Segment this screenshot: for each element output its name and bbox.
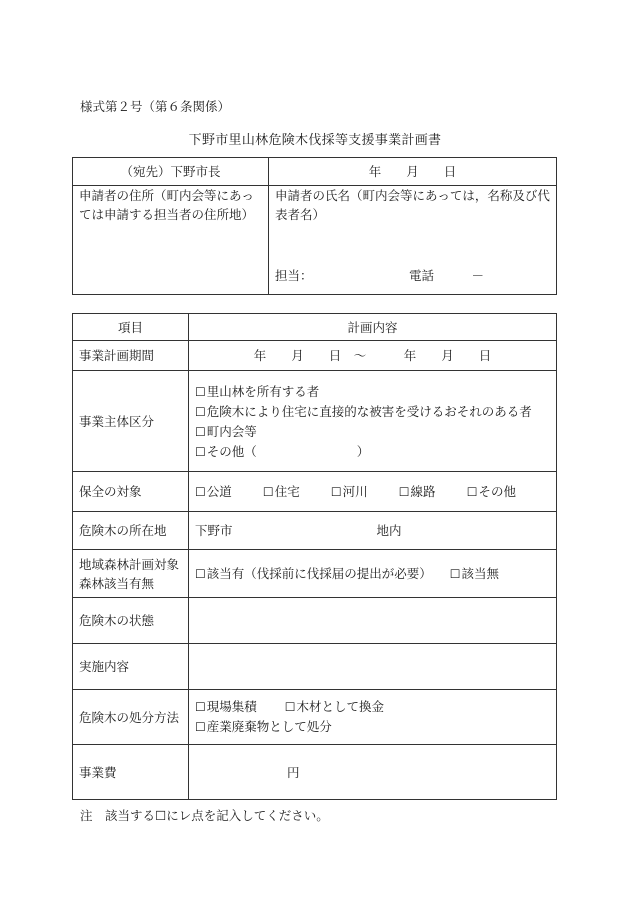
disposal-label: 危険木の処分方法 [73, 690, 189, 745]
checkbox: ☐ [330, 484, 342, 499]
date-field[interactable]: 年 月 日 [269, 158, 557, 186]
entity-option-affected-resident[interactable]: ☐危険木により住宅に直接的な被害を受けるおそれのある者 [195, 404, 532, 419]
forest-plan-option-no[interactable]: ☐該当無 [449, 565, 500, 581]
plan-table [72, 313, 557, 800]
forest-plan-options [189, 550, 557, 598]
form-number: 様式第２号（第６条関係） [80, 99, 231, 114]
checkbox: ☐ [262, 484, 274, 499]
cost-unit: 円 [287, 764, 300, 780]
work-content-label: 実施内容 [73, 644, 189, 690]
name-label: 申請者の氏名（町内会等にあっては，名称及び代表者名） [275, 188, 550, 222]
checkbox: ☐ [466, 484, 478, 499]
entity-options [189, 371, 557, 472]
location-city: 下野市 [195, 523, 233, 538]
checkbox[interactable]: ☐ [195, 405, 206, 419]
entity-option-other[interactable]: ☐その他（ ） [195, 444, 370, 459]
applicant-table [72, 157, 557, 295]
applicant-address-field[interactable] [73, 186, 269, 295]
tree-state-label: 危険木の状態 [73, 598, 189, 644]
checkbox[interactable]: ☐ [195, 445, 206, 459]
period-field[interactable]: 年 月 日 ～ 年 月 日 [189, 341, 557, 371]
protection-option-railway[interactable]: ☐線路 [398, 483, 436, 499]
protection-option-river[interactable]: ☐河川 [330, 483, 368, 499]
tree-state-field[interactable] [189, 598, 557, 644]
contact-person-label: 担当： [275, 268, 313, 283]
checkbox[interactable]: ☐ [195, 425, 206, 439]
checkbox: ☐ [195, 700, 206, 714]
checkbox: ☐ [195, 484, 206, 499]
disposal-options [189, 690, 557, 745]
work-content-field[interactable] [189, 644, 557, 690]
location-suffix: 地内 [376, 523, 402, 538]
location-label: 危険木の所在地 [73, 512, 189, 550]
disposal-option-industrial-waste[interactable]: ☐産業廃棄物として処分 [195, 719, 332, 734]
entity-label: 事業主体区分 [73, 371, 189, 472]
disposal-option-onsite[interactable]: ☐現場集積 [195, 699, 257, 714]
cost-label: 事業費 [73, 745, 189, 800]
forest-plan-option-yes[interactable]: ☐該当有（伐採前に伐採届の提出が必要） [195, 565, 432, 581]
protection-label: 保全の対象 [73, 472, 189, 512]
period-label: 事業計画期間 [73, 341, 189, 371]
footnote: 注 該当する☐にレ点を記入してください。 [80, 808, 329, 823]
checkbox: ☐ [284, 700, 296, 714]
document-title: 下野市里山林危険木伐採等支援事業計画書 [188, 133, 442, 148]
disposal-option-sell-timber[interactable]: ☐木材として換金 [284, 699, 385, 714]
protection-option-other[interactable]: ☐その他 [466, 483, 516, 499]
checkbox: ☐ [195, 566, 206, 581]
column-header-item: 項目 [73, 314, 189, 341]
cost-field[interactable] [189, 745, 557, 800]
location-field[interactable] [189, 512, 557, 550]
checkbox: ☐ [195, 720, 206, 734]
entity-option-neighborhood[interactable]: ☐町内会等 [195, 424, 257, 439]
checkbox[interactable]: ☐ [195, 385, 206, 399]
applicant-name-field[interactable] [269, 186, 557, 295]
phone-label: 電話 － [409, 268, 485, 283]
protection-option-house[interactable]: ☐住宅 [262, 483, 300, 499]
forest-plan-label: 地域森林計画対象森林該当有無 [73, 550, 189, 598]
protection-options [189, 472, 557, 512]
protection-option-road[interactable]: ☐公道 [195, 483, 232, 499]
entity-option-owner[interactable]: ☐里山林を所有する者 [195, 384, 320, 399]
checkbox: ☐ [398, 484, 410, 499]
address-label: 申請者の住所（町内会等にあっては申請する担当者の住所地） [79, 188, 255, 222]
addressee: （宛先）下野市長 [73, 158, 269, 186]
checkbox: ☐ [449, 566, 461, 581]
column-header-content: 計画内容 [189, 314, 557, 341]
